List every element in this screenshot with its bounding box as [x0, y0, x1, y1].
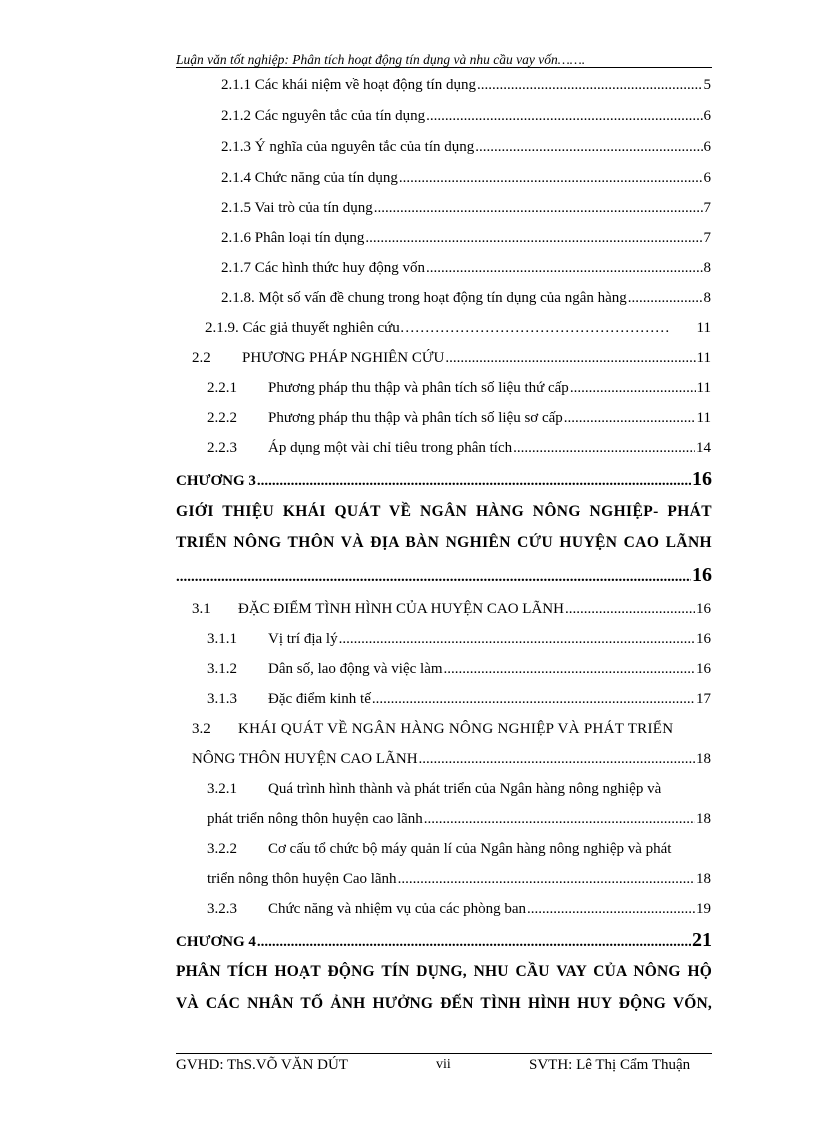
toc-entry-label: Cơ cấu tổ chức bộ máy quản lí của Ngân hàng nông nghiệp và phát [268, 841, 672, 857]
leader-dots [398, 867, 695, 891]
toc-entry-2-2-1[interactable] [207, 376, 711, 400]
toc-entry-page: 5 [703, 77, 711, 93]
toc-entry-page: 16 [696, 601, 711, 617]
toc-entry-label: 2.1.4 Chức năng của tín dụng [221, 170, 398, 186]
toc-entry-2-1-5[interactable] [221, 196, 711, 220]
leader-dots [374, 196, 703, 220]
toc-entry-page: 14 [696, 440, 711, 456]
chapter-4-title-line-2: VÀ CÁC NHÂN TỐ ẢNH HƯỞNG ĐẾN TÌNH HÌNH HUY ĐỘNG VỐN, [176, 995, 712, 1012]
toc-entry-page: 16 [696, 631, 711, 647]
chapter-3-title-line-1: GIỚI THIỆU KHÁI QUÁT VỀ NGÂN HÀNG NÔNG NGHIỆP- PHÁT [176, 503, 712, 520]
toc-entry-page: 18 [696, 871, 711, 887]
toc-entry-3-2-2-line-1[interactable] [207, 837, 711, 861]
toc-entry-3-2-line-1[interactable] [192, 717, 711, 741]
leader-dots [513, 436, 695, 460]
toc-entry-page: 11 [696, 380, 711, 396]
toc-entry-number: 2.2 [192, 350, 211, 366]
toc-entry-2-1-6[interactable] [221, 226, 711, 250]
toc-entry-page: 6 [703, 170, 711, 186]
toc-entry-number: 3.1.2 [207, 661, 237, 677]
toc-entry-page: 6 [703, 139, 711, 155]
toc-entry-label: triển nông thôn huyện Cao lãnh [207, 871, 397, 887]
header-rule [176, 67, 712, 68]
toc-entry-2-1-4[interactable] [221, 166, 711, 190]
leader-dots [565, 597, 695, 621]
toc-entry-label: phát triển nông thôn huyện cao lãnh [207, 811, 423, 827]
toc-entry-page: 7 [703, 200, 711, 216]
toc-entry-label: KHÁI QUÁT VỀ NGÂN HÀNG NÔNG NGHIỆP VÀ PHÁT TRIỂN [238, 721, 674, 737]
toc-entry-label: 2.1.5 Vai trò của tín dụng [221, 200, 373, 216]
toc-entry-label: Quá trình hình thành và phát triển của Ngân hàng nông nghiệp và [268, 781, 662, 797]
leader-dots [527, 897, 695, 921]
leader-dots [419, 747, 695, 771]
chapter-3-title-line-2: TRIỂN NÔNG THÔN VÀ ĐỊA BÀN NGHIÊN CỨU HUYỆN CAO LÃNH [176, 534, 712, 551]
toc-entry-label: Phương pháp thu thập và phân tích số liệu thứ cấp [268, 380, 569, 396]
toc-entry-2-2-2[interactable] [207, 406, 711, 430]
leader-dots [628, 286, 703, 310]
toc-entry-number: 3.2.2 [207, 841, 237, 857]
toc-entry-label: Đặc điểm kinh tế [268, 691, 371, 707]
toc-entry-3-1-1[interactable] [207, 627, 711, 651]
toc-entry-label: 2.1.7 Các hình thức huy động vốn [221, 260, 425, 276]
toc-entry-page: 16 [696, 661, 711, 677]
leader-dots [257, 469, 691, 493]
toc-entry-number: 3.1.1 [207, 631, 237, 647]
toc-entry-number: 3.2.1 [207, 781, 237, 797]
running-header: Luận văn tốt nghiệp: Phân tích hoạt động tín dụng và nhu cầu vay vốn……. [176, 52, 586, 67]
leader-dots [426, 256, 703, 280]
toc-entry-number: 2.2.3 [207, 440, 237, 456]
toc-entry-label: 2.1.6 Phân loại tín dụng [221, 230, 365, 246]
toc-entry-3-2-1-line-2[interactable] [207, 807, 711, 831]
toc-entry-2-1-7[interactable] [221, 256, 711, 280]
leader-dots [564, 406, 696, 430]
toc-entry-3-1[interactable] [192, 597, 711, 621]
toc-entry-page: 8 [703, 260, 711, 276]
toc-entry-number: 3.2 [192, 721, 211, 737]
toc-entry-label: 2.1.8. Một số vấn đề chung trong hoạt động tín dụng của ngân hàng [221, 290, 627, 306]
toc-entry-page: 8 [703, 290, 711, 306]
leader-dots [424, 807, 695, 831]
leader-dots [445, 346, 695, 370]
toc-entry-3-2-2-line-2[interactable] [207, 867, 711, 891]
toc-entry-label: 2.1.1 Các khái niệm về hoạt động tín dụng [221, 77, 476, 93]
chapter-page: 16 [692, 468, 712, 490]
leader-dots [399, 166, 703, 190]
toc-entry-2-1-2[interactable] [221, 104, 711, 128]
toc-entry-label: ĐẶC ĐIỂM TÌNH HÌNH CỦA HUYỆN CAO LÃNH [238, 601, 564, 617]
toc-entry-page: 11 [696, 350, 711, 366]
toc-entry-page: 7 [703, 230, 711, 246]
toc-chapter-3[interactable] [176, 467, 712, 491]
leader-dots [339, 627, 695, 651]
toc-entry-label: 2.1.9. Các giả thuyết nghiên cứu……………………………………………… [205, 320, 670, 336]
toc-chapter-4[interactable] [176, 928, 712, 952]
toc-entry-label: 2.1.2 Các nguyên tắc của tín dụng [221, 108, 426, 124]
toc-entry-number: 3.2.3 [207, 901, 237, 917]
toc-entry-label: Dân số, lao động và việc làm [268, 661, 443, 677]
toc-entry-label: Vị trí địa lý [268, 631, 338, 647]
toc-entry-page: 19 [696, 901, 711, 917]
toc-entry-2-1-3[interactable] [221, 135, 711, 159]
leader-dots [477, 73, 703, 97]
toc-entry-3-2-1-line-1[interactable] [207, 777, 711, 801]
toc-entry-3-2-line-2[interactable] [192, 747, 711, 771]
chapter-label: CHƯƠNG 3 [176, 473, 256, 489]
toc-entry-2-1-1[interactable] [221, 73, 711, 97]
toc-entry-3-2-3[interactable] [207, 897, 711, 921]
toc-entry-2-1-9[interactable] [205, 316, 711, 340]
leader-dots [372, 687, 695, 711]
chapter-title-page: 16 [692, 564, 712, 586]
leader-dots [444, 657, 695, 681]
footer-student: SVTH: Lê Thị Cẩm Thuận [529, 1057, 691, 1073]
chapter-label: CHƯƠNG 4 [176, 934, 256, 950]
toc-entry-label: PHƯƠNG PHÁP NGHIÊN CỨU [242, 350, 445, 366]
footer-rule [176, 1053, 712, 1054]
chapter-4-title-line-1: PHÂN TÍCH HOẠT ĐỘNG TÍN DỤNG, NHU CẦU VAY CỦA NÔNG HỘ [176, 963, 712, 980]
toc-entry-page: 11 [696, 410, 711, 426]
toc-entry-2-2[interactable] [192, 346, 711, 370]
toc-entry-page: 18 [696, 751, 711, 767]
toc-entry-label: Phương pháp thu thập và phân tích số liệu sơ cấp [268, 410, 563, 426]
chapter-page: 21 [692, 929, 712, 951]
toc-entry-label: Áp dụng một vài chỉ tiêu trong phân tích [268, 440, 513, 456]
toc-entry-page: 6 [703, 108, 711, 124]
leader-dots [426, 104, 702, 128]
toc-entry-number: 2.2.2 [207, 410, 237, 426]
leader-dots [365, 226, 702, 250]
toc-entry-page: 17 [696, 691, 711, 707]
toc-chapter-3-title-page[interactable] [176, 563, 712, 587]
footer-page-number: vii [436, 1057, 451, 1072]
footer-advisor: GVHD: ThS.VÕ VĂN DÚT [176, 1057, 348, 1073]
toc-entry-number: 3.1.3 [207, 691, 237, 707]
leader-dots [176, 565, 691, 589]
toc-entry-label: NÔNG THÔN HUYỆN CAO LÃNH [192, 751, 418, 767]
toc-entry-3-1-2[interactable] [207, 657, 711, 681]
leader-dots [570, 376, 696, 400]
toc-entry-2-1-8[interactable] [221, 286, 711, 310]
toc-entry-label: 2.1.3 Ý nghĩa của nguyên tắc của tín dụng [221, 139, 475, 155]
leader-dots [257, 930, 691, 954]
toc-entry-3-1-3[interactable] [207, 687, 711, 711]
toc-entry-number: 3.1 [192, 601, 211, 617]
toc-entry-page: 11 [696, 320, 711, 336]
toc-entry-page: 18 [696, 811, 711, 827]
toc-entry-label: Chức năng và nhiệm vụ của các phòng ban [268, 901, 527, 917]
toc-entry-number: 2.2.1 [207, 380, 237, 396]
leader-dots [475, 135, 702, 159]
toc-entry-2-2-3[interactable] [207, 436, 711, 460]
